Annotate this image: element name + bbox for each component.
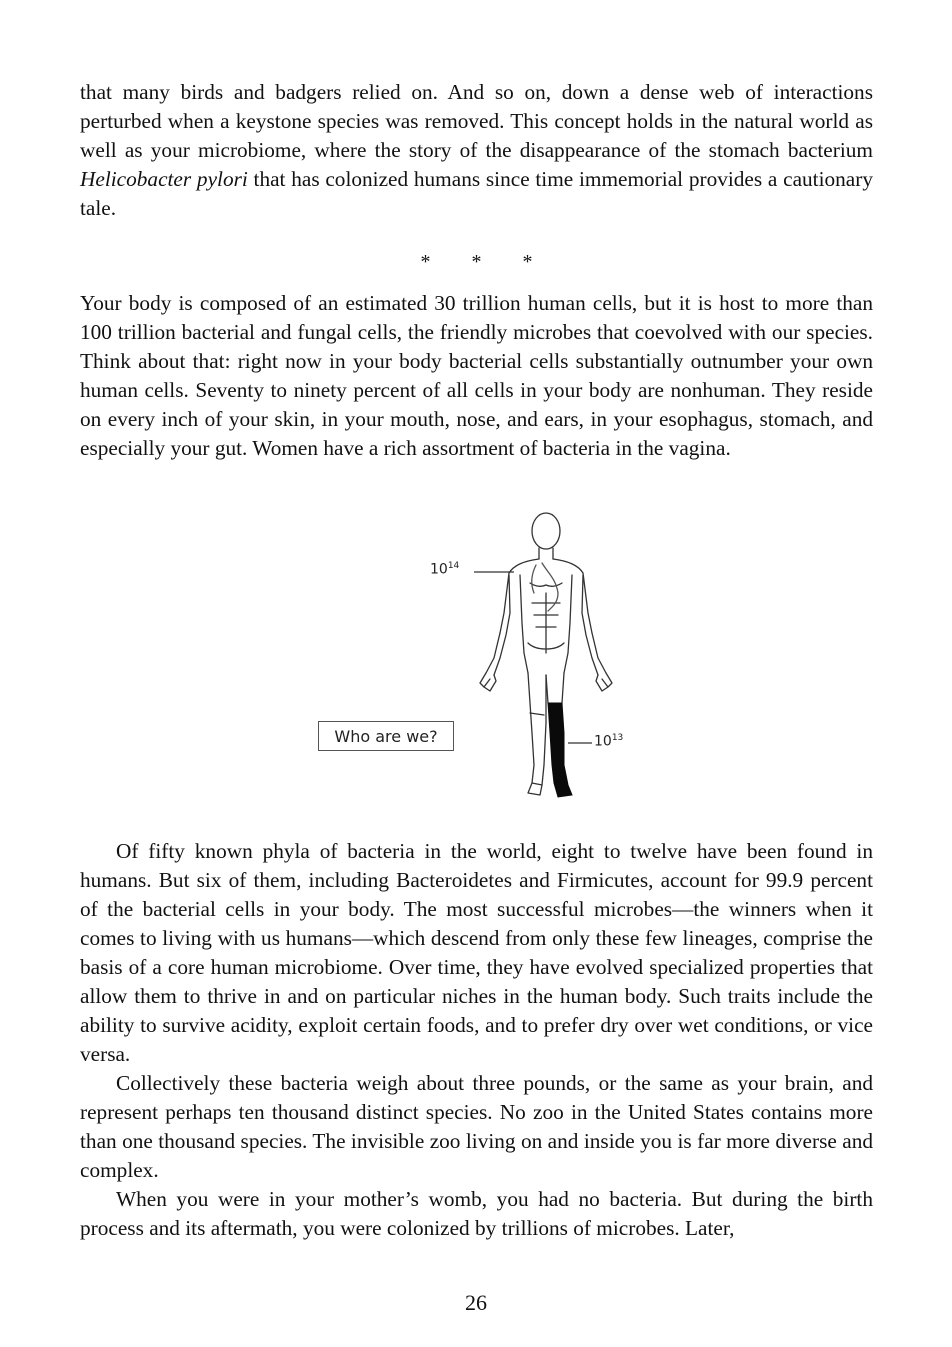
caption-box: Who are we? xyxy=(318,721,454,751)
label-ten-to-fourteen: $10^{14}$ xyxy=(430,561,460,578)
human-body-illustration xyxy=(296,503,656,803)
paragraph-intro xyxy=(80,78,873,223)
paragraph-intro-end: that has colonized humans since time immemorial provides a cautionary tale. xyxy=(80,167,873,220)
section-break: * * * xyxy=(420,251,551,273)
paragraph-phyla: Of fifty known phyla of bacteria in the world, eight to twelve have been found in humans. But six of them, including Bacteroidetes and Firmicutes, account for 99.9 percent of the bacterial cells in your body. The most successful microbes—the winners when it comes to living with us humans—which descend from only these few lineages, comprise the basis of a core human microbiome. Over time, they have evolved specialized properties that allow them to thrive in and on particular niches in the human body. Such traits include the ability to survive acidity, exploit certain foods, and to prefer dry over wet conditions, or vice versa. xyxy=(80,839,873,1066)
human-microbiome-figure xyxy=(296,503,656,803)
highlighted-leg xyxy=(548,703,572,797)
label-ten-to-thirteen: $10^{13}$ xyxy=(594,733,624,750)
paragraph-womb: When you were in your mother’s womb, you had no bacteria. But during the birth process and its aftermath, you were colonized by trillions of microbes. Later, xyxy=(80,1187,873,1240)
paragraph-weight: Collectively these bacteria weigh about three pounds, or the same as your brain, and represent perhaps ten thousand distinct species. No zoo in the United States contains more than one thousand species. The invisible zoo living on and inside you is far more diverse and complex. xyxy=(80,1071,873,1182)
species-name: Helicobacter pylori xyxy=(80,167,248,191)
paragraph-intro-text: that many birds and badgers relied on. And so on, down a dense web of interactions perturbed when a keystone species was removed. This concept holds in the natural world as well as your microbiome, where the story of the disappearance of the stomach bacterium xyxy=(80,80,873,162)
page-number: 26 xyxy=(465,1290,487,1315)
page-content xyxy=(80,78,873,1243)
paragraph-cells: Your body is composed of an estimated 30 trillion human cells, but it is host to more than 100 trillion bacterial and fungal cells, the friendly microbes that coevolved with our species. Think about that: right now in your body bacterial cells substantially outnumber your own human cells. Seventy to ninety percent of all cells in your body are nonhuman. They reside on every inch of your skin, in your mouth, nose, and ears, in your esophagus, stomach, and especially your gut. Women have a rich assortment of bacteria in the vagina. xyxy=(80,291,873,460)
